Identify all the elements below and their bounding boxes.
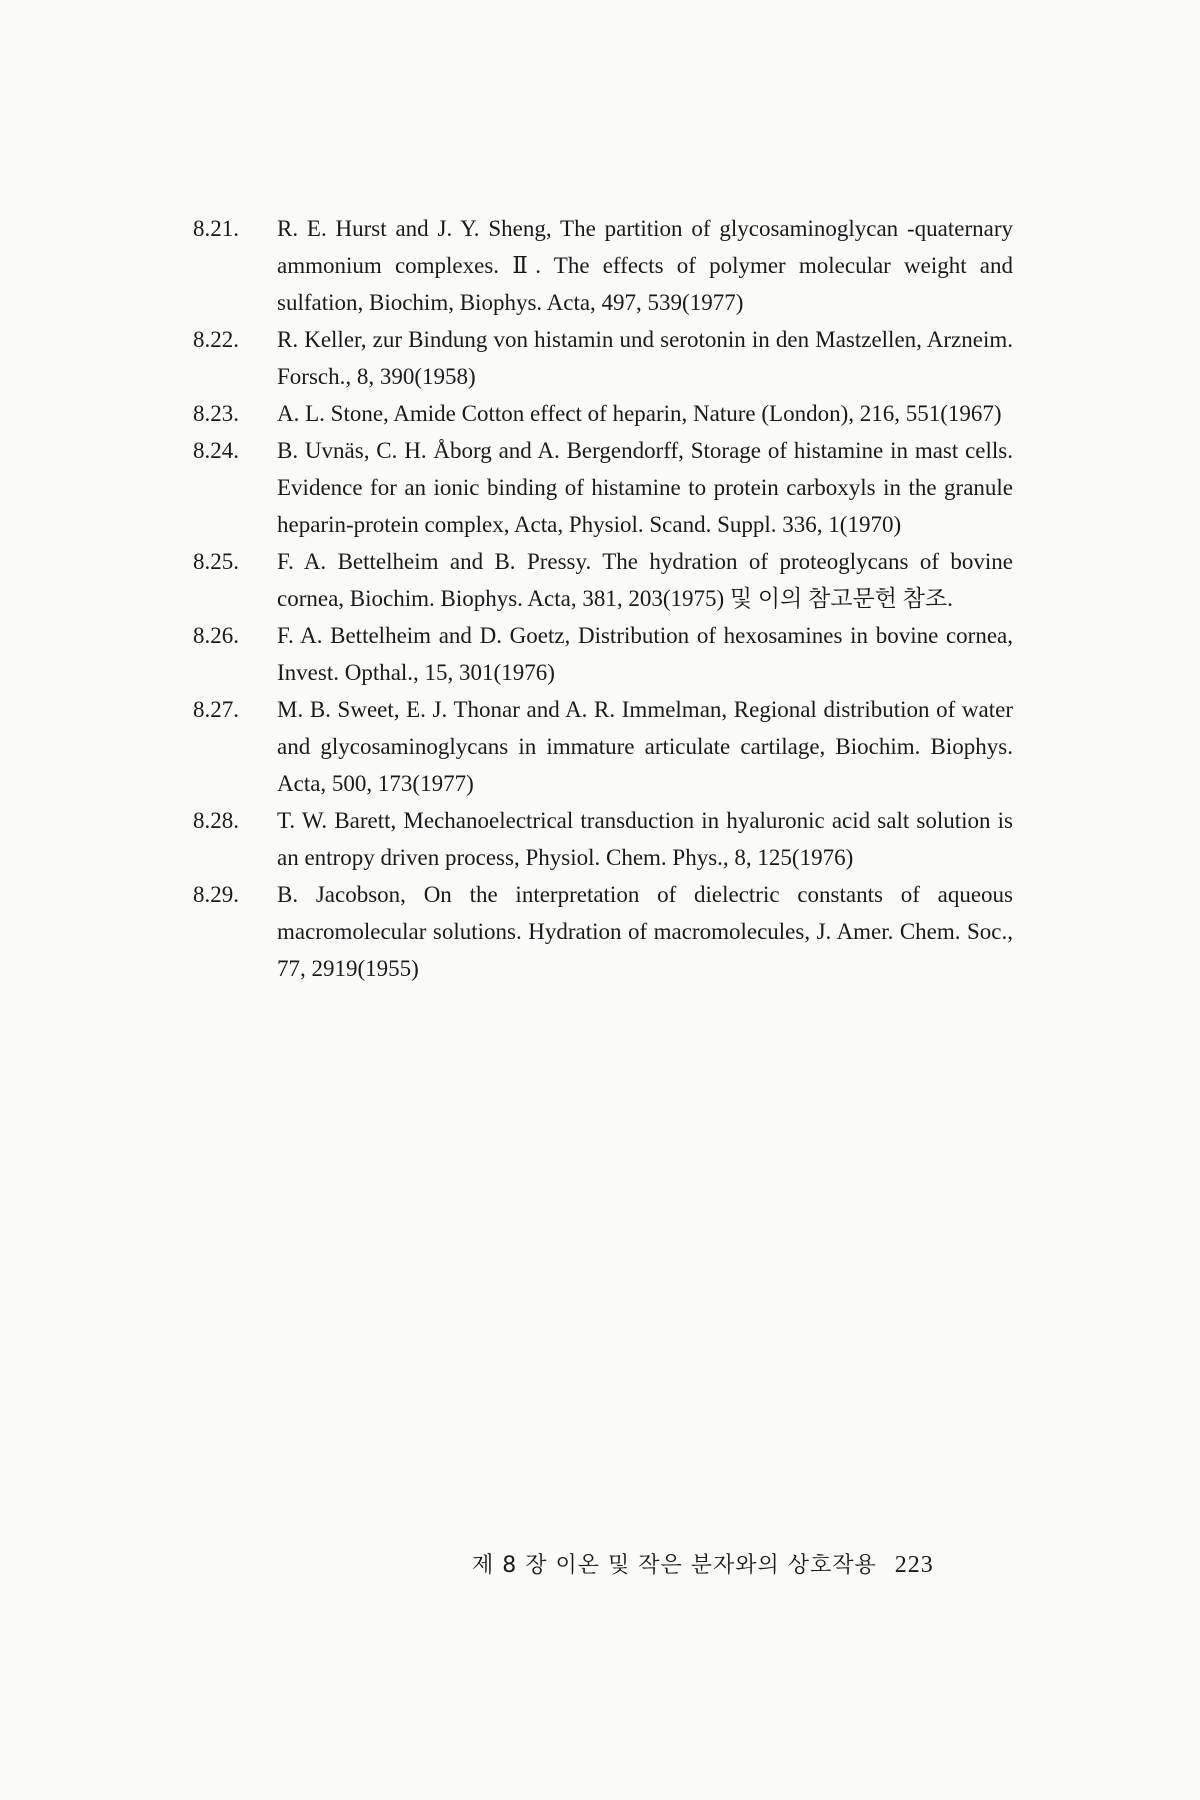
reference-item — [193, 395, 1013, 432]
page-footer — [472, 1548, 934, 1579]
reference-item — [193, 802, 1013, 876]
reference-text: F. A. Bettelheim and D. Goetz, Distribution of hexosamines in bovine cornea, Invest. Opthal., 15, 301(1976) — [277, 623, 1013, 685]
reference-number: 8.22. — [193, 327, 239, 352]
page-number: 223 — [894, 1552, 934, 1578]
reference-text: A. L. Stone, Amide Cotton effect of heparin, Nature (London), 216, 551(1967) — [277, 401, 1002, 426]
reference-item — [193, 210, 1013, 321]
reference-text: R. E. Hurst and J. Y. Sheng, The partition of glycosaminoglycan -quaternary ammonium complexes. Ⅱ. The effects of polymer molecular weight and sulfation, Biochim, Biophys. Acta, 497, 539(1977) — [277, 216, 1013, 315]
reference-item — [193, 617, 1013, 691]
reference-item — [193, 691, 1013, 802]
reference-text: B. Uvnäs, C. H. Åborg and A. Bergendorff, Storage of histamine in mast cells. Evidence for an ionic binding of histamine to protein carboxyls in the granule heparin-protein complex, Acta, Physiol. Scand. Suppl. 336, 1(1970) — [277, 438, 1013, 537]
reference-item — [193, 543, 1013, 617]
reference-item — [193, 321, 1013, 395]
reference-list — [193, 210, 1013, 987]
reference-text: T. W. Barett, Mechanoelectrical transduction in hyaluronic acid salt solution is an entropy driven process, Physiol. Chem. Phys., 8, 125(1976) — [277, 808, 1013, 870]
reference-number: 8.21. — [193, 216, 239, 241]
reference-number: 8.23. — [193, 401, 239, 426]
reference-text: M. B. Sweet, E. J. Thonar and A. R. Immelman, Regional distribution of water and glycosaminoglycans in immature articulate cartilage, Biochim. Biophys. Acta, 500, 173(1977) — [277, 697, 1013, 796]
reference-number: 8.24. — [193, 438, 239, 463]
reference-number: 8.29. — [193, 882, 239, 907]
reference-text: R. Keller, zur Bindung von histamin und serotonin in den Mastzellen, Arzneim. Forsch., 8, 390(1958) — [277, 327, 1013, 389]
reference-item — [193, 432, 1013, 543]
reference-text: B. Jacobson, On the interpretation of dielectric constants of aqueous macromolecular solutions. Hydration of macromolecules, J. Amer. Chem. Soc., 77, 2919(1955) — [277, 882, 1013, 981]
reference-number: 8.25. — [193, 549, 239, 574]
reference-number: 8.26. — [193, 623, 239, 648]
reference-item — [193, 876, 1013, 987]
reference-number: 8.27. — [193, 697, 239, 722]
reference-text: F. A. Bettelheim and B. Pressy. The hydration of proteoglycans of bovine cornea, Biochim. Biophys. Acta, 381, 203(1975) 및 이의 참고문헌 참조. — [277, 549, 1013, 611]
reference-number: 8.28. — [193, 808, 239, 833]
chapter-title: 제 8 장 이온 및 작은 분자와의 상호작용 — [472, 1553, 877, 1578]
